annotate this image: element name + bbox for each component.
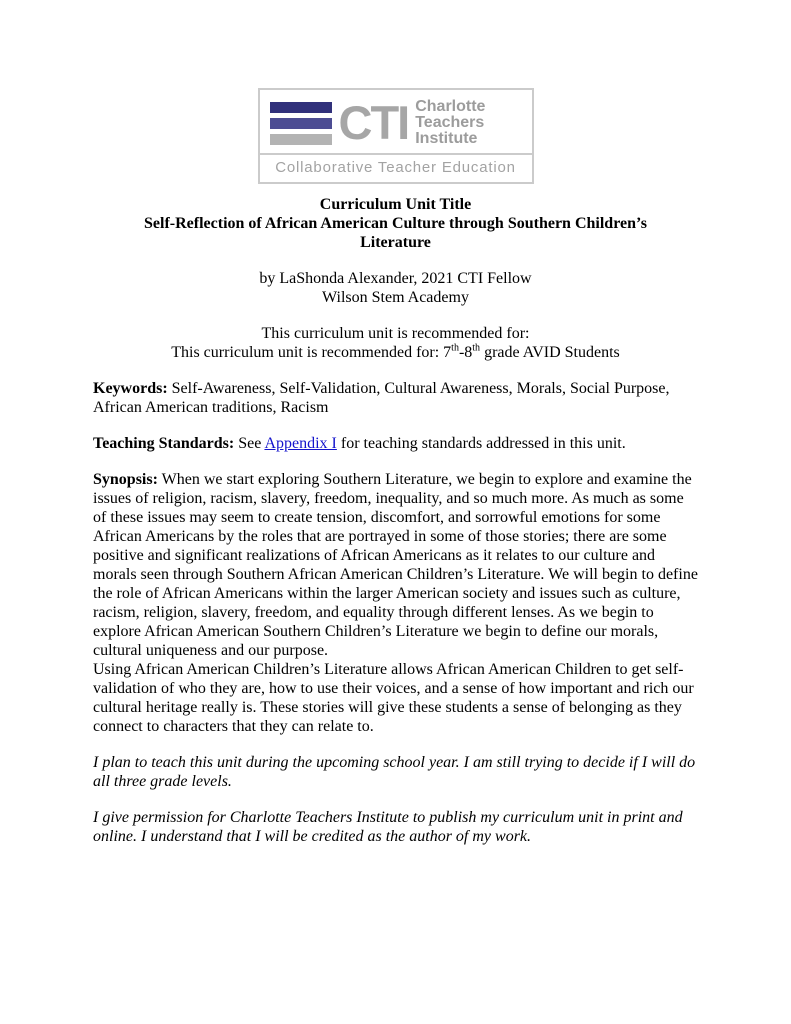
synopsis-continued-paragraph: Using African American Children’s Literature allows African American Children to get self-validation of who they are, how to use their voices, and a sense of how important and rich our cultural heritage really is. These stories will give these students a sense of belonging as they connect to characters that they can relate to. bbox=[93, 661, 694, 735]
cti-wordmark: CTI bbox=[338, 96, 409, 149]
logo-org-name bbox=[415, 99, 485, 147]
synopsis-text: When we start exploring Southern Literature, we begin to explore and examine the issues of religion, racism, slavery, freedom, inequality, and so much more. As much as some of these issues may seem to create tension, discomfort, and sorrowful emotions for some African Americans by the roles that are portrayed in some of those stories; there are some positive and significant realizations of African Americans as it relates to our culture and morals seen through Southern African American Children’s Literature. We will begin to define the role of African Americans within the larger American society and issues such as culture, racism, religion, slavery, freedom, and equality through different lenses. As we begin to explore African American Southern Children’s Literature we begin to define our morals, cultural uniqueness and our purpose. bbox=[93, 471, 698, 659]
synopsis-paragraph bbox=[93, 470, 698, 660]
superscript-th-2: th bbox=[472, 342, 481, 354]
recommended-intro: This curriculum unit is recommended for: bbox=[261, 325, 530, 342]
section-heading: Curriculum Unit Title bbox=[319, 196, 472, 213]
logo-tagline: Collaborative Teacher Education bbox=[275, 159, 516, 176]
keywords-paragraph bbox=[93, 379, 698, 417]
synopsis-label: Synopsis: bbox=[93, 471, 158, 488]
logo-org-line-1: Charlotte bbox=[415, 98, 486, 115]
keywords-label: Keywords: bbox=[93, 380, 168, 397]
logo-bar-medium bbox=[270, 118, 332, 129]
school-name: Wilson Stem Academy bbox=[322, 289, 469, 306]
appendix-link[interactable]: Appendix I bbox=[264, 435, 337, 452]
byline: by LaShonda Alexander, 2021 CTI Fellow bbox=[259, 270, 532, 287]
recommended-pre: This curriculum unit is recommended for: 7 bbox=[171, 344, 452, 361]
logo-org-line-2: Teachers bbox=[415, 114, 485, 131]
recommended-post: grade AVID Students bbox=[480, 344, 620, 361]
logo-bar-dark bbox=[270, 102, 332, 113]
keywords-text: Self-Awareness, Self-Validation, Cultural Awareness, Morals, Social Purpose, African American traditions, Racism bbox=[93, 380, 670, 416]
recommended-detail bbox=[93, 343, 698, 362]
teaching-standards-label: Teaching Standards: bbox=[93, 435, 235, 452]
teaching-plan-note: I plan to teach this unit during the upcoming school year. I am still trying to decide if I will do all three grade levels. bbox=[93, 754, 696, 790]
logo-bar-gray bbox=[270, 134, 332, 145]
logo-top-section bbox=[260, 90, 532, 153]
teaching-standards-post: for teaching standards addressed in this unit. bbox=[336, 435, 626, 452]
unit-title: Self-Reflection of African American Culture through Southern Children’s Literature bbox=[144, 215, 647, 251]
superscript-th-1: th bbox=[451, 342, 459, 354]
logo-org-line-3: Institute bbox=[415, 130, 478, 147]
permission-note: I give permission for Charlotte Teachers Institute to publish my curriculum unit in print and online. I understand that I will be credited as the author of my work. bbox=[93, 809, 683, 845]
cti-logo bbox=[258, 88, 534, 184]
teaching-standards-pre: See bbox=[234, 435, 265, 452]
logo-bars-icon bbox=[270, 102, 332, 145]
teaching-standards-paragraph bbox=[93, 434, 698, 453]
recommended-mid: -8 bbox=[458, 344, 473, 361]
